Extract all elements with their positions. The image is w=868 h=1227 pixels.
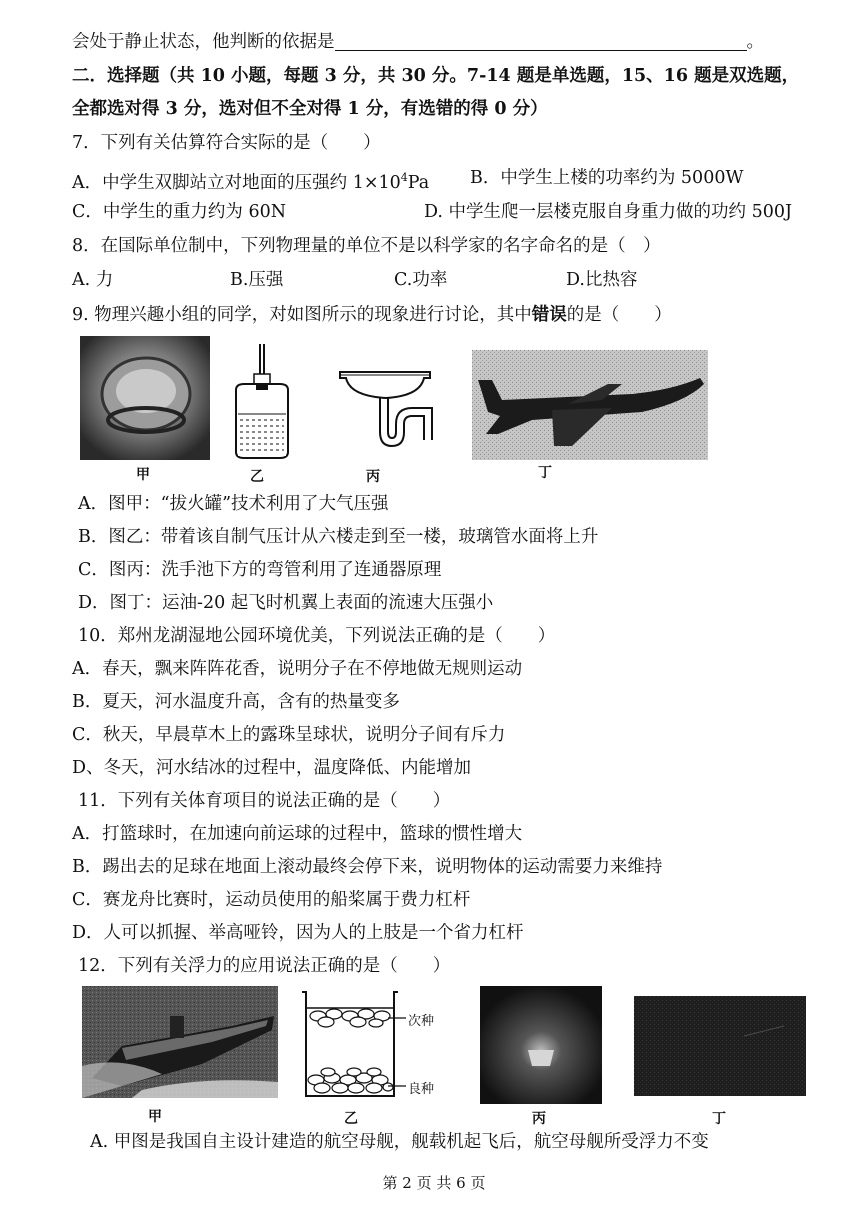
- q9-stem: 9. 物理兴趣小组的同学，对如图所示的现象进行讨论，其中错误的是（ ）: [72, 305, 672, 325]
- q8-option-c: C.功率: [394, 270, 448, 290]
- q8-stem: 8．在国际单位制中，下列物理量的单位不是以科学家的名字命名的是（ ）: [72, 236, 661, 256]
- q12-figure-lantern-photo: [480, 986, 602, 1104]
- q9-caption-bing: 丙: [366, 469, 380, 485]
- q12-figure-carrier-photo: [82, 986, 278, 1098]
- q8-option-a: A. 力: [72, 270, 114, 290]
- q7-option-c: C．中学生的重力约为 60N: [72, 202, 287, 222]
- q9-option-d: D．图丁：运油-20 起飞时机翼上表面的流速大压强小: [78, 593, 494, 613]
- q12-stem: 12．下列有关浮力的应用说法正确的是（ ）: [78, 956, 451, 976]
- q8-option-d: D.比热容: [566, 270, 638, 290]
- q10-stem: 10．郑州龙湖湿地公园环境优美，下列说法正确的是（ ）: [78, 626, 556, 646]
- q12-caption-yi: 乙: [344, 1111, 358, 1127]
- q9-figure-aircraft-photo: [472, 350, 708, 460]
- q10-option-b: B．夏天，河水温度升高，含有的热量变多: [72, 692, 400, 712]
- q10-option-c: C．秋天，早晨草木上的露珠呈球状，说明分子间有斥力: [72, 725, 506, 745]
- q11-option-c: C．赛龙舟比赛时，运动员使用的船桨属于费力杠杆: [72, 890, 471, 910]
- q11-option-b: B．踢出去的足球在地面上滚动最终会停下来，说明物体的运动需要力来维持: [72, 857, 663, 877]
- section-heading-cont: 全都选对得 3 分，选对但不全对得 1 分，有选错的得 0 分）: [72, 99, 548, 119]
- q12-option-a: A. 甲图是我国自主设计建造的航空母舰，舰载机起飞后，航空母舰所受浮力不变: [90, 1132, 709, 1152]
- q11-option-a: A．打篮球时，在加速向前运球的过程中，篮球的惯性增大: [72, 824, 523, 844]
- q7-option-d: D. 中学生爬一层楼克服自身重力做的功约 500J: [424, 202, 793, 222]
- header-line-end: 。: [746, 32, 764, 52]
- header-line-text: 会处于静止状态，他判断的依据是: [72, 32, 335, 52]
- q12-figure-dark-photo: [634, 996, 806, 1096]
- q11-option-d: D．人可以抓握、举高哑铃，因为人的上肢是一个省力杠杆: [72, 923, 524, 943]
- q9-option-b: B．图乙：带着该自制气压计从六楼走到至一楼，玻璃管水面将上升: [78, 527, 599, 547]
- q9-emphasis: 错误: [531, 305, 567, 325]
- answer-blank: [335, 32, 747, 51]
- q10-option-d: D、冬天，河水结冰的过程中，温度降低、内能增加: [72, 758, 472, 778]
- q7-option-a: A．中学生双脚站立对地面的压强约 $1\times 10^4Pa$: [72, 171, 430, 193]
- q9-option-a: A．图甲：“拔火罐”技术利用了大气压强: [78, 494, 389, 514]
- q7-option-b: B．中学生上楼的功率约为 5000W: [470, 168, 744, 188]
- q8-option-b: B.压强: [230, 270, 284, 290]
- q12-caption-jia: 甲: [148, 1109, 162, 1125]
- q12-caption-ding: 丁: [712, 1111, 726, 1127]
- q12-caption-bing: 丙: [532, 1111, 546, 1127]
- header-line: [72, 30, 764, 54]
- q9-caption-yi: 乙: [250, 469, 264, 485]
- q9-caption-jia: 甲: [136, 467, 150, 483]
- q10-option-a: A．春天，飘来阵阵花香，说明分子在不停地做无规则运动: [72, 659, 523, 679]
- q9-option-c: C．图丙：洗手池下方的弯管利用了连通器原理: [78, 560, 442, 580]
- q12-label-inferior-seed: 次种: [408, 1014, 435, 1029]
- q12-figure-seed-beaker: [292, 986, 468, 1104]
- q9-figure-sink-trap: [336, 366, 434, 454]
- q9-caption-ding: 丁: [538, 465, 552, 481]
- q11-stem: 11．下列有关体育项目的说法正确的是（ ）: [78, 791, 451, 811]
- q7-stem: 7．下列有关估算符合实际的是（ ）: [72, 133, 381, 153]
- q12-label-good-seed: 良种: [408, 1082, 435, 1097]
- page-footer: 第 2 页 共 6 页: [382, 1174, 486, 1192]
- q9-figure-barometer: [218, 340, 302, 464]
- section-heading: 二．选择题（共 10 小题，每题 3 分，共 30 分。7-14 题是单选题，15、16 题是双选题，: [72, 66, 800, 86]
- q9-figure-cupping-photo: [80, 336, 210, 460]
